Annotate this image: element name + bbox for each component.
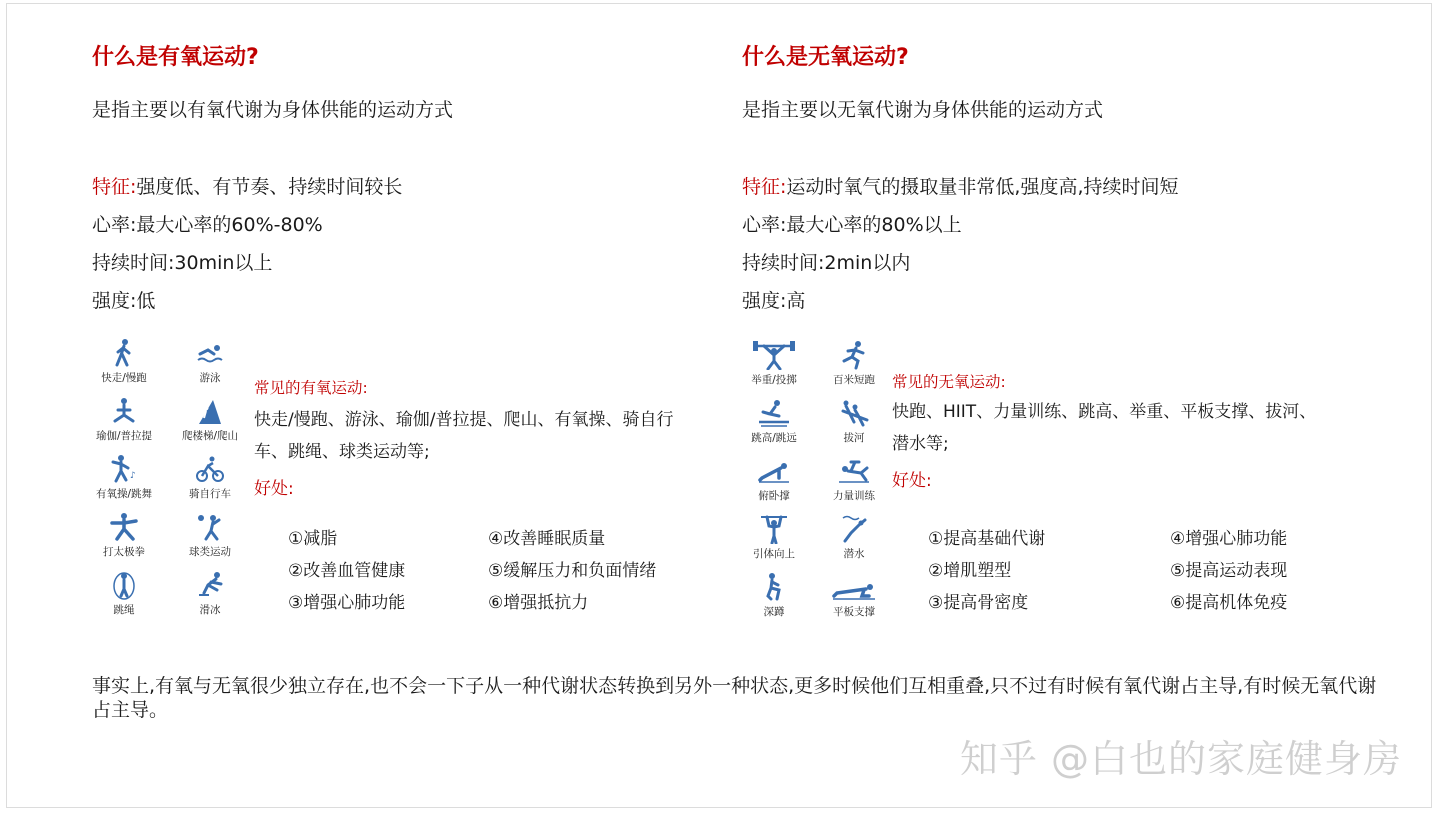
- icon-label: 跳绳: [113, 604, 135, 616]
- icon-label: 快走/慢跑: [101, 372, 147, 384]
- ball-icon: [195, 512, 225, 542]
- diving-icon: [839, 514, 869, 544]
- swim-icon: [195, 338, 225, 368]
- aerobic-intensity: 强度:低: [92, 290, 156, 312]
- pushup-icon: [757, 456, 791, 486]
- anaerobic-benefit-item: ⑥提高机体免疫: [1170, 593, 1288, 613]
- rope-icon: [109, 570, 139, 600]
- aerobic-icon-item: [84, 570, 164, 624]
- aerobic-icon-item: [170, 396, 250, 450]
- icon-label: 有氧操/跳舞: [95, 488, 153, 500]
- aerobic-icon-item: [84, 512, 164, 566]
- anaerobic-icon-item: [814, 340, 894, 394]
- icon-label: 平板支撑: [833, 606, 875, 618]
- icon-label: 俯卧撑: [758, 490, 790, 502]
- summary-paragraph: 事实上,有氧与无氧很少独立存在,也不会一下子从一种代谢状态转换到另外一种状态,更多时候他们互相重叠,只不过有时候有氧代谢占主导,有时候无氧代谢占主导。: [92, 675, 1377, 721]
- jump-icon: [757, 398, 791, 428]
- aerobic-benefit-item: ③增强心肺功能: [288, 593, 406, 613]
- icon-label: 深蹲: [763, 606, 785, 618]
- icon-label: 打太极拳: [103, 546, 145, 558]
- icon-label: 爬楼梯/爬山: [181, 430, 239, 442]
- anaerobic-icon-item: [814, 514, 894, 568]
- aerobic-common-text: 快走/慢跑、游泳、瑜伽/普拉提、爬山、有氧操、骑自行车、跳绳、球类运动等;: [254, 410, 674, 462]
- aerobic-feature-value: 强度低、有节奏、持续时间较长: [136, 176, 403, 198]
- icon-label: 百米短跑: [833, 374, 875, 386]
- icon-label: 滑冰: [199, 604, 221, 616]
- anaerobic-icon-item: [734, 340, 814, 394]
- strength-training-icon: [837, 456, 871, 486]
- aerobic-benefit-item: ⑥增强抵抗力: [488, 593, 589, 613]
- aerobic-icon-item: [84, 338, 164, 392]
- icon-label: 球类运动: [189, 546, 231, 558]
- aerobic-feature-label: 特征:: [92, 176, 137, 198]
- anaerobic-common-text: 快跑、HIIT、力量训练、跳高、举重、平板支撑、拔河、潜水等;: [892, 402, 1317, 454]
- anaerobic-duration: 持续时间:2min以内: [742, 252, 911, 274]
- icon-label: 潜水: [843, 548, 865, 560]
- anaerobic-icon-item: [814, 398, 894, 452]
- anaerobic-heart-rate: 心率:最大心率的80%以上: [742, 214, 962, 236]
- icon-label: 力量训练: [833, 490, 875, 502]
- weightlifting-icon: [751, 340, 797, 370]
- zhihu-watermark: 知乎 @白也的家庭健身房: [959, 737, 1402, 781]
- bike-icon: [195, 454, 225, 484]
- anaerobic-icon-item: [734, 572, 814, 626]
- anaerobic-definition: 是指主要以无氧代谢为身体供能的运动方式: [742, 99, 1104, 121]
- aerobic-icon-item: [84, 454, 164, 508]
- aerobic-section: [92, 0, 712, 660]
- icon-label: 跳高/跳远: [751, 432, 797, 444]
- aerobic-icon-item: [170, 338, 250, 392]
- icon-label: 拔河: [843, 432, 865, 444]
- anaerobic-intensity: 强度:高: [742, 290, 806, 312]
- anaerobic-icon-item: [734, 456, 814, 510]
- anaerobic-benefit-item: ⑤提高运动表现: [1170, 561, 1288, 581]
- anaerobic-benefit-item: ①提高基础代谢: [928, 529, 1046, 549]
- anaerobic-benefits-title: 好处:: [892, 471, 932, 491]
- anaerobic-benefit-item: ④增强心肺功能: [1170, 529, 1288, 549]
- aerobic-heart-rate: 心率:最大心率的60%-80%: [92, 214, 323, 236]
- dance-icon: [109, 454, 139, 484]
- aerobic-benefit-item: ④改善睡眠质量: [488, 529, 606, 549]
- yoga-icon: [109, 396, 139, 426]
- aerobic-duration: 持续时间:30min以上: [92, 252, 273, 274]
- icon-label: 游泳: [199, 372, 221, 384]
- aerobic-benefit-item: ②改善血管健康: [288, 561, 406, 581]
- plank-icon: [831, 572, 877, 602]
- aerobic-common-title: 常见的有氧运动:: [254, 379, 368, 397]
- anaerobic-benefit-item: ③提高骨密度: [928, 593, 1029, 613]
- aerobic-benefit-item: ⑤缓解压力和负面情绪: [488, 561, 657, 581]
- anaerobic-icon-item: [734, 398, 814, 452]
- anaerobic-icon-item: [814, 456, 894, 510]
- aerobic-benefits-title: 好处:: [254, 479, 294, 499]
- icon-label: 瑜伽/普拉提: [95, 430, 153, 442]
- anaerobic-icon-item: [814, 572, 894, 626]
- anaerobic-benefit-item: ②增肌塑型: [928, 561, 1012, 581]
- anaerobic-icon-item: [734, 514, 814, 568]
- pullup-icon: [759, 514, 789, 544]
- anaerobic-feature-value: 运动时氧气的摄取量非常低,强度高,持续时间短: [786, 176, 1179, 198]
- icon-label: 骑自行车: [189, 488, 231, 500]
- taichi-icon: [109, 512, 139, 542]
- aerobic-icon-item: [84, 396, 164, 450]
- squat-icon: [759, 572, 789, 602]
- aerobic-feature: [92, 172, 402, 199]
- tug-of-war-icon: [839, 398, 869, 428]
- sprint-icon: [839, 340, 869, 370]
- svg-text:♪: ♪: [130, 471, 136, 481]
- aerobic-benefit-item: ①减脂: [288, 529, 338, 549]
- aerobic-icon-item: [170, 570, 250, 624]
- aerobic-definition: 是指主要以有氧代谢为身体供能的运动方式: [92, 99, 454, 121]
- aerobic-icon-item: [170, 454, 250, 508]
- anaerobic-section: [742, 0, 1382, 660]
- anaerobic-feature-label: 特征:: [742, 176, 787, 198]
- aerobic-title: 什么是有氧运动?: [92, 45, 259, 70]
- anaerobic-common-title: 常见的无氧运动:: [892, 373, 1006, 391]
- anaerobic-feature: [742, 172, 1179, 199]
- icon-label: 引体向上: [753, 548, 795, 560]
- icon-label: 举重/投掷: [751, 374, 797, 386]
- walk-run-icon: [109, 338, 139, 368]
- climb-icon: [195, 396, 225, 426]
- aerobic-icon-item: [170, 512, 250, 566]
- skate-icon: [195, 570, 225, 600]
- anaerobic-title: 什么是无氧运动?: [742, 45, 909, 70]
